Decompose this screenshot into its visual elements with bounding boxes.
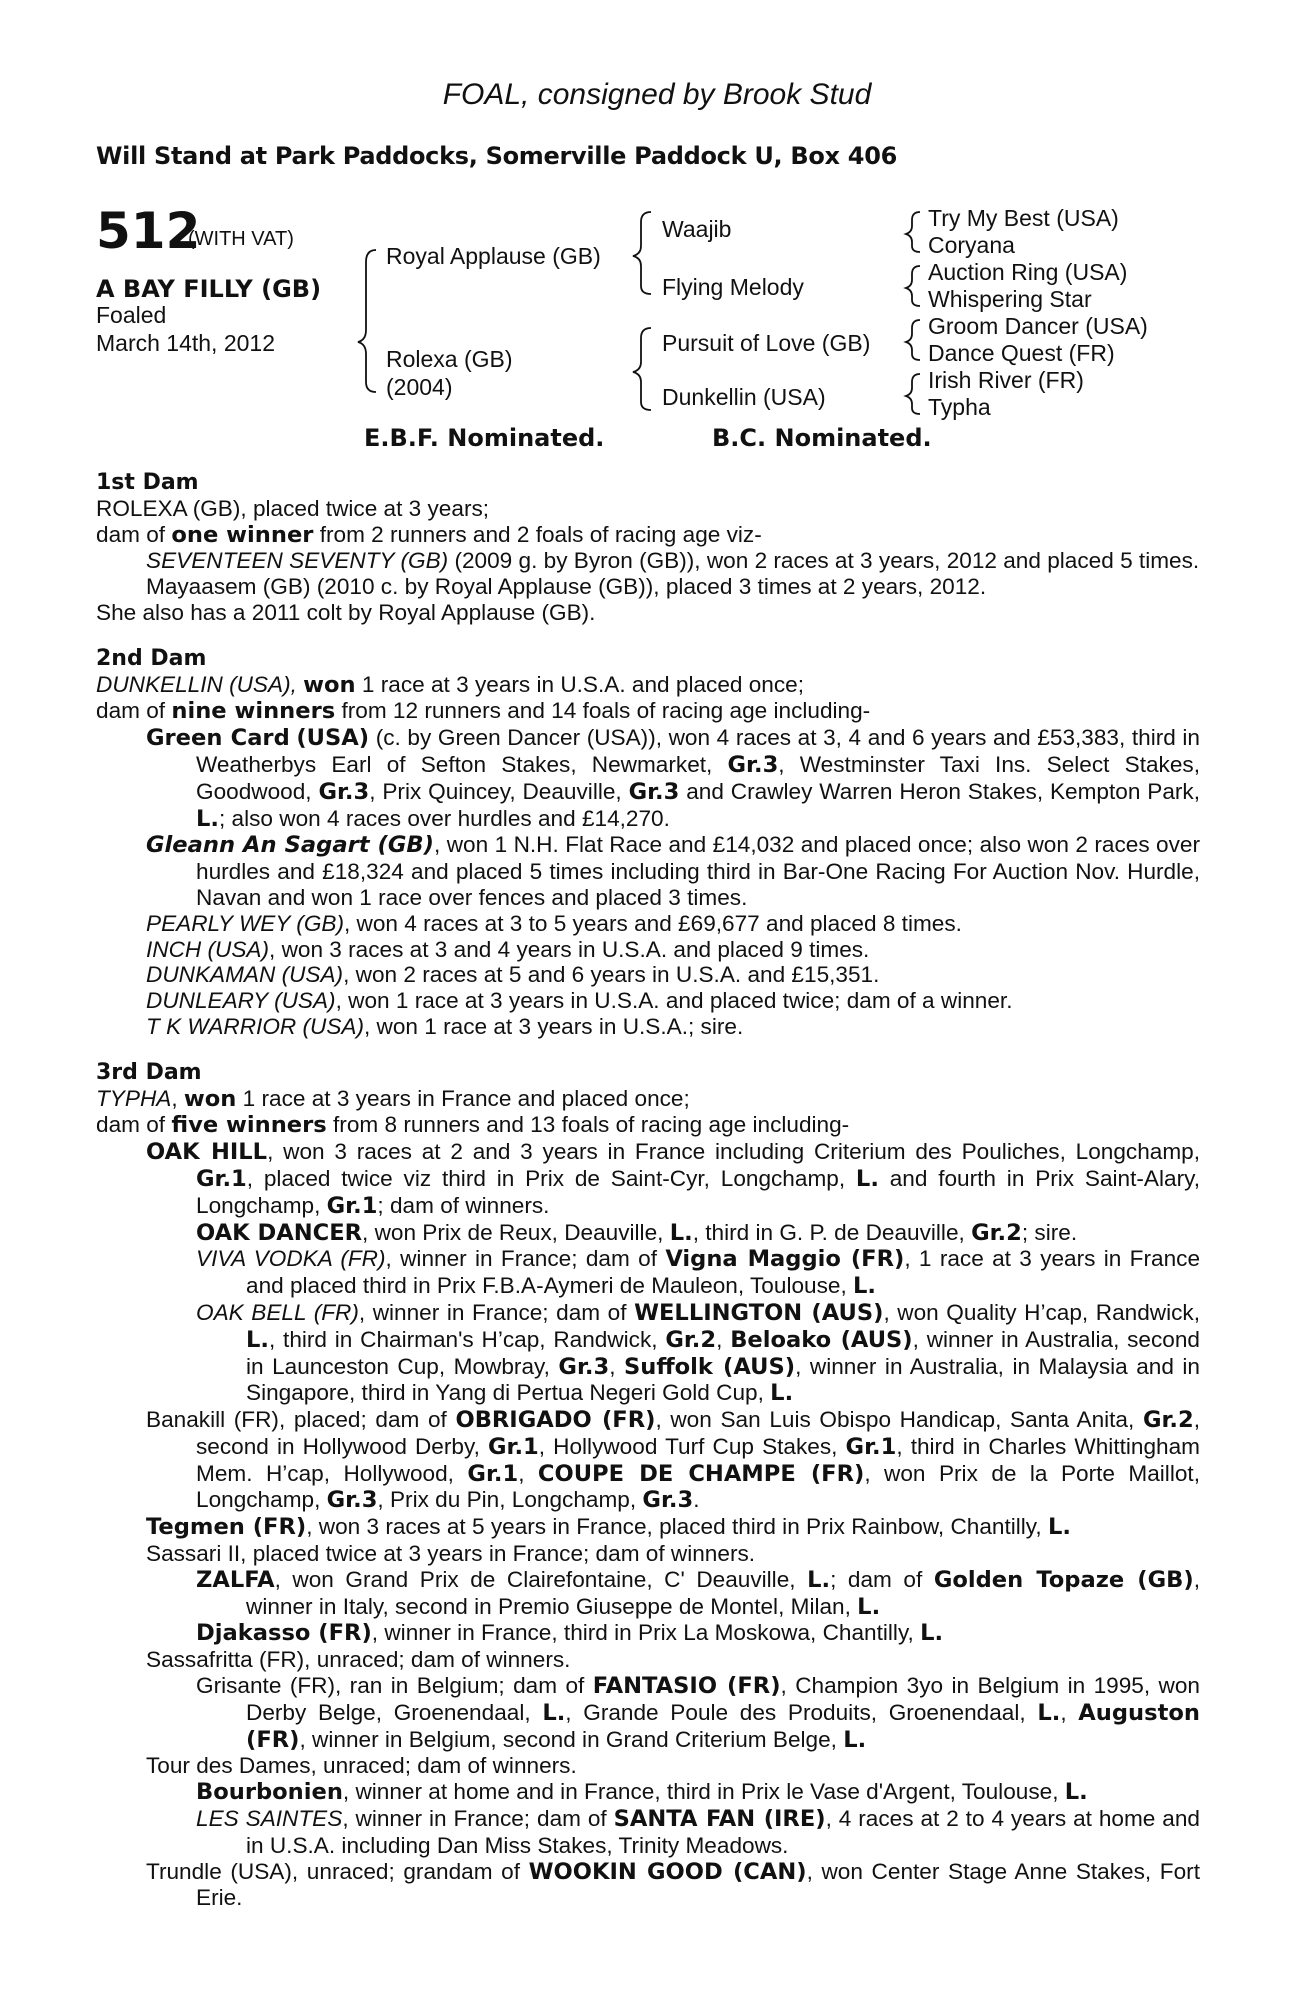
horse-name: Djakasso (FR) — [196, 1620, 372, 1647]
pedigree-g8: Typha — [928, 394, 991, 420]
brace-g3 — [906, 320, 920, 360]
text: , winner in Italy, second in Premio Giuseppe de Montel, Milan, — [246, 1566, 1201, 1619]
horse-name: SEVENTEEN SEVENTY (GB) — [146, 548, 449, 574]
text: ; sire. — [1021, 1219, 1078, 1245]
first-dam-line: ROLEXA (GB), placed twice at 3 years; — [96, 495, 490, 521]
horse-name: Bourbonien — [196, 1779, 343, 1806]
listed: L. — [853, 1273, 876, 1300]
produce-entry: Sassafritta (FR), unraced; dam of winners. — [146, 1647, 571, 1673]
produce-entry — [96, 1300, 1200, 1407]
produce-entry — [96, 1407, 1200, 1514]
horse-name: OBRIGADO (FR) — [455, 1407, 656, 1434]
listed: L. — [807, 1566, 831, 1593]
pedigree-g1: Try My Best (USA) — [928, 205, 1119, 231]
text: , second in Hollywood Derby, — [196, 1407, 1200, 1459]
pedigree-g5: Groom Dancer (USA) — [928, 313, 1148, 339]
produce-entry — [96, 548, 1200, 574]
pedigree-g3: Auction Ring (USA) — [928, 259, 1128, 285]
produce-entry — [96, 1779, 1200, 1806]
grade: Gr.1 — [467, 1460, 519, 1487]
produce-entry — [96, 1014, 1200, 1040]
text: Banakill (FR), placed; dam of — [146, 1407, 456, 1433]
horse-name: OAK HILL — [146, 1139, 268, 1166]
grade: Gr.3 — [326, 1487, 378, 1514]
text: , won San Luis Obispo Handicap, Santa Anita, — [655, 1407, 1143, 1433]
horse-name: DUNKELLIN (USA), — [96, 671, 304, 697]
third-dam-heading: 3rd Dam — [96, 1059, 202, 1085]
produce-entry — [96, 832, 1200, 910]
first-dam-heading: 1st Dam — [96, 470, 199, 495]
text: , winner in Australia, second in Launceston Cup, Mowbray, — [246, 1326, 1200, 1379]
produce-entry — [96, 1620, 1200, 1647]
grade: Gr.1 — [845, 1433, 897, 1460]
text: , 1 race at 3 years in France and placed third in Prix F.B.A-Aymeri de Mauleon, Toulouse, — [246, 1246, 1201, 1299]
horse-name: COUPE DE CHAMPE (FR) — [537, 1460, 865, 1487]
text: , third in Charles Whittingham Mem. H’cap, Hollywood, — [196, 1433, 1200, 1486]
text: , Hollywood Turf Cup Stakes, — [538, 1433, 846, 1459]
listed: L. — [1037, 1699, 1061, 1726]
page-title: FOAL, consigned by Brook Stud — [442, 78, 872, 111]
pedigree-g7: Irish River (FR) — [928, 367, 1084, 393]
produce-entry: Mayaasem (GB) (2010 c. by Royal Applause (GB)), placed 3 times at 2 years, 2012. — [146, 574, 987, 600]
text: . — [693, 1487, 700, 1513]
listed: L. — [669, 1219, 693, 1246]
text: , third in G. P. de Deauville, — [692, 1219, 972, 1245]
horse-name: Green Card — [146, 725, 290, 752]
horse-name: LES SAINTES — [196, 1806, 343, 1832]
text: ; also won 4 races over hurdles and £14,270. — [218, 805, 670, 831]
produce-entry — [96, 1859, 1200, 1912]
grade: Gr.3 — [318, 778, 370, 805]
grade: Gr.1 — [487, 1433, 539, 1460]
grade: Gr.3 — [628, 778, 680, 805]
text: , third in Chairman's H’cap, Randwick, — [268, 1326, 666, 1352]
pedigree-g2: Coryana — [928, 232, 1015, 258]
horse-name: ZALFA — [196, 1566, 275, 1593]
bc-nominated: B.C. Nominated. — [712, 424, 932, 452]
text: , — [609, 1353, 624, 1379]
text: , winner in France; dam of — [358, 1299, 635, 1325]
produce-entry — [96, 937, 1200, 963]
produce-entry: Tour des Dames, unraced; dam of winners. — [146, 1753, 577, 1779]
won-label: won — [183, 1085, 237, 1112]
horse-name: TYPHA — [96, 1085, 172, 1111]
text: , Champion 3yo in Belgium in 1995, won Derby Belge, Groenendaal, — [246, 1673, 1200, 1725]
first-dam-produce-line — [96, 522, 1200, 549]
listed: L. — [857, 1593, 881, 1620]
horse-name: Auguston (FR) — [246, 1699, 1200, 1753]
brace-g4 — [906, 374, 920, 414]
pedigree-g4: Whispering Star — [928, 286, 1092, 312]
text: , won 1 N.H. Flat Race and £14,032 and placed once; also won 2 races over hurdles and £18,324 and placed 5 times including third in Bar-One Racing For Auction Nov. Hurdle, Navan and won 1 race over fences and placed 3 times. — [196, 832, 1201, 910]
text: , won 1 race at 3 years in U.S.A. and placed twice; dam of a winner. — [335, 988, 1013, 1014]
vat-note: (WITH VAT) — [188, 228, 294, 250]
text: , Westminster Taxi Ins. Select Stakes, Goodwood, — [196, 751, 1200, 804]
pedigree-sire-sire: Waajib — [662, 216, 732, 242]
text: , Prix du Pin, Longchamp, — [377, 1487, 643, 1513]
horse-name: OAK DANCER — [196, 1219, 363, 1246]
text: (2009 g. by Byron (GB)), won 2 races at 3 years, 2012 and placed 5 times. — [448, 548, 1200, 574]
text: , winner in Australia, in Malaysia and in Singapore, third in Yang di Pertua Negeri Gold Cup, — [246, 1353, 1200, 1406]
horse-name: OAK BELL (FR) — [196, 1299, 359, 1325]
text: Grisante (FR), ran in Belgium; dam of — [196, 1673, 593, 1699]
pedigree-sire-dam: Flying Melody — [662, 274, 804, 300]
text: , won 3 races at 5 years in France, placed third in Prix Rainbow, Chantilly, — [306, 1514, 1048, 1540]
winner-count: five winners — [171, 1112, 327, 1139]
produce-entry — [96, 962, 1200, 988]
horse-name: SANTA FAN (IRE) — [613, 1806, 826, 1833]
text: , 4 races at 2 to 4 years at home and in U.S.A. including Dan Miss Stakes, Trinity Meadows. — [246, 1806, 1200, 1858]
horse-name: A BAY FILLY (GB) — [96, 275, 322, 303]
text: , winner in France; dam of — [342, 1806, 614, 1832]
second-dam-produce-line — [96, 698, 1200, 725]
brace-sire — [633, 212, 651, 294]
text: 1 race at 3 years in U.S.A. and placed once; — [355, 671, 805, 697]
text: , winner in France, third in Prix La Moskowa, Chantilly, — [371, 1620, 921, 1646]
text: and Crawley Warren Heron Stakes, Kempton Park, — [679, 778, 1201, 804]
text: , won 1 race at 3 years in U.S.A.; sire. — [364, 1013, 744, 1039]
grade: Gr.2 — [1142, 1407, 1194, 1434]
horse-name: PEARLY WEY (GB) — [146, 910, 344, 936]
grade: Gr.3 — [642, 1487, 694, 1514]
grade: Gr.1 — [326, 1192, 378, 1219]
listed: L. — [770, 1380, 794, 1407]
listed: L. — [1047, 1514, 1071, 1541]
text: , placed twice viz third in Prix de Saint-Cyr, Longchamp, — [246, 1165, 856, 1191]
brace-dam — [633, 328, 651, 410]
horse-name: T K WARRIOR (USA) — [146, 1013, 364, 1039]
listed: L. — [843, 1726, 867, 1753]
second-dam-line — [96, 672, 1200, 699]
pedigree-dam-sire: Pursuit of Love (GB) — [662, 330, 871, 356]
stand-location: Will Stand at Park Paddocks, Somerville Paddock U, Box 406 — [96, 142, 897, 170]
winner-count: one winner — [171, 521, 314, 548]
listed: L. — [542, 1699, 566, 1726]
text: and fourth in Prix Saint-Alary, Longchamp, — [196, 1165, 1201, 1218]
horse-name: Beloako (AUS) — [730, 1326, 913, 1353]
horse-name: Suffolk (AUS) — [623, 1353, 796, 1380]
lot-number: 512 — [96, 202, 201, 260]
text: , — [171, 1085, 184, 1111]
produce-note: She also has a 2011 colt by Royal Applause (GB). — [96, 599, 596, 625]
text: ; dam of — [830, 1566, 934, 1592]
horse-name: Vigna Maggio (FR) — [665, 1246, 905, 1273]
horse-name: DUNLEARY (USA) — [146, 988, 336, 1014]
text: , won 3 races at 2 and 3 years in France including Criterium des Pouliches, Longchamp, — [267, 1139, 1200, 1165]
text: 1 race at 3 years in France and placed once; — [236, 1085, 690, 1111]
text: , — [1060, 1699, 1079, 1725]
pedigree-dam-year: (2004) — [386, 374, 453, 400]
text: , winner in Belgium, second in Grand Criterium Belge, — [299, 1726, 844, 1752]
text: dam of — [96, 1112, 172, 1138]
grade: Gr.2 — [665, 1326, 717, 1353]
produce-entry: Sassari II, placed twice at 3 years in France; dam of winners. — [146, 1541, 756, 1567]
first-dam-section — [96, 470, 1200, 626]
text: dam of — [96, 521, 172, 547]
produce-entry — [96, 988, 1200, 1014]
produce-entry — [96, 1567, 1200, 1621]
produce-entry — [96, 911, 1200, 937]
text: , won Prix de la Porte Maillot, Longchamp, — [196, 1460, 1200, 1513]
second-dam-heading: 2nd Dam — [96, 645, 207, 671]
text: from 8 runners and 13 foals of racing age including- — [326, 1112, 850, 1138]
horse-name: INCH (USA) — [146, 936, 270, 962]
ebf-nominated: E.B.F. Nominated. — [364, 424, 605, 452]
horse-name: VIVA VODKA (FR) — [196, 1246, 386, 1272]
produce-entry — [96, 1514, 1200, 1541]
horse-name: WELLINGTON (AUS) — [634, 1299, 884, 1326]
third-dam-produce-line — [96, 1112, 1200, 1139]
produce-entry — [96, 1673, 1200, 1753]
third-dam-section — [96, 1060, 1200, 1912]
grade: Gr.3 — [558, 1353, 610, 1380]
text: , won 3 races at 3 and 4 years in U.S.A. and placed 9 times. — [269, 936, 870, 962]
horse-name: DUNKAMAN (USA) — [146, 962, 344, 988]
text: (c. by Green Dancer (USA)), won 4 races at 3, 4 and 6 years and £53,383, third in Weatherbys Earl of Sefton Stakes, Newmarket, — [196, 725, 1200, 777]
pedigree-g6: Dance Quest (FR) — [928, 340, 1115, 366]
text: Trundle (USA), unraced; grandam of — [146, 1858, 529, 1884]
pedigree-notes — [96, 470, 1200, 1931]
produce-entry — [96, 1806, 1200, 1859]
listed: L. — [1064, 1779, 1088, 1806]
text: from 2 runners and 2 foals of racing age viz- — [313, 521, 762, 547]
horse-name: Gleann An Sagart (GB) — [146, 832, 434, 859]
text: , winner in France; dam of — [385, 1246, 666, 1272]
listed: L. — [246, 1326, 269, 1353]
listed: L. — [855, 1165, 879, 1192]
listed: L. — [920, 1620, 944, 1647]
text: , — [518, 1460, 538, 1486]
grade: Gr.2 — [971, 1219, 1022, 1246]
text: from 12 runners and 14 foals of racing age including- — [335, 698, 871, 724]
horse-name: WOOKIN GOOD (CAN) — [528, 1858, 807, 1885]
text: , won Grand Prix de Clairefontaine, C' Deauville, — [274, 1566, 808, 1592]
brace-g1 — [906, 212, 920, 252]
second-dam-section — [96, 646, 1200, 1040]
text: ; dam of winners. — [377, 1192, 550, 1218]
produce-entry — [96, 1246, 1200, 1300]
horse-name: Golden Topaze (GB) — [933, 1566, 1194, 1593]
text: , won 4 races at 3 to 5 years and £69,677 and placed 8 times. — [343, 910, 962, 936]
text: , — [716, 1326, 731, 1352]
text: , winner at home and in France, third in Prix le Vase d'Argent, Toulouse, — [342, 1779, 1065, 1805]
won-label: won — [303, 671, 356, 698]
horse-name: Tegmen (FR) — [146, 1514, 307, 1541]
produce-entry — [96, 725, 1200, 832]
produce-entry — [96, 1220, 1200, 1247]
produce-entry — [96, 1139, 1200, 1219]
text: , Prix Quincey, Deauville, — [369, 778, 629, 804]
brace-g2 — [906, 266, 920, 306]
third-dam-line — [96, 1086, 1200, 1113]
text: , won Center Stage Anne Stakes, Fort Erie. — [196, 1858, 1200, 1911]
pedigree-dam: Rolexa (GB) — [386, 346, 513, 372]
text: (USA) — [296, 725, 370, 752]
text: , won Prix de Reux, Deauville, — [362, 1219, 670, 1245]
pedigree-dam-dam: Dunkellin (USA) — [662, 384, 826, 410]
text: dam of — [96, 698, 172, 724]
text: , won 2 races at 5 and 6 years in U.S.A. and £15,351. — [343, 962, 880, 988]
text: , Grande Poule des Produits, Groenendaal, — [565, 1699, 1038, 1725]
text: , won Quality H’cap, Randwick, — [883, 1299, 1200, 1325]
grade: Gr.3 — [727, 751, 779, 778]
brace-main — [358, 250, 376, 392]
pedigree-sire: Royal Applause (GB) — [386, 243, 601, 269]
grade: Gr.1 — [196, 1165, 247, 1192]
winner-count: nine winners — [171, 698, 336, 725]
listed: L. — [196, 805, 219, 832]
foaled-label: Foaled — [96, 302, 167, 328]
horse-name: FANTASIO (FR) — [592, 1673, 781, 1700]
foaled-date: March 14th, 2012 — [96, 330, 276, 356]
